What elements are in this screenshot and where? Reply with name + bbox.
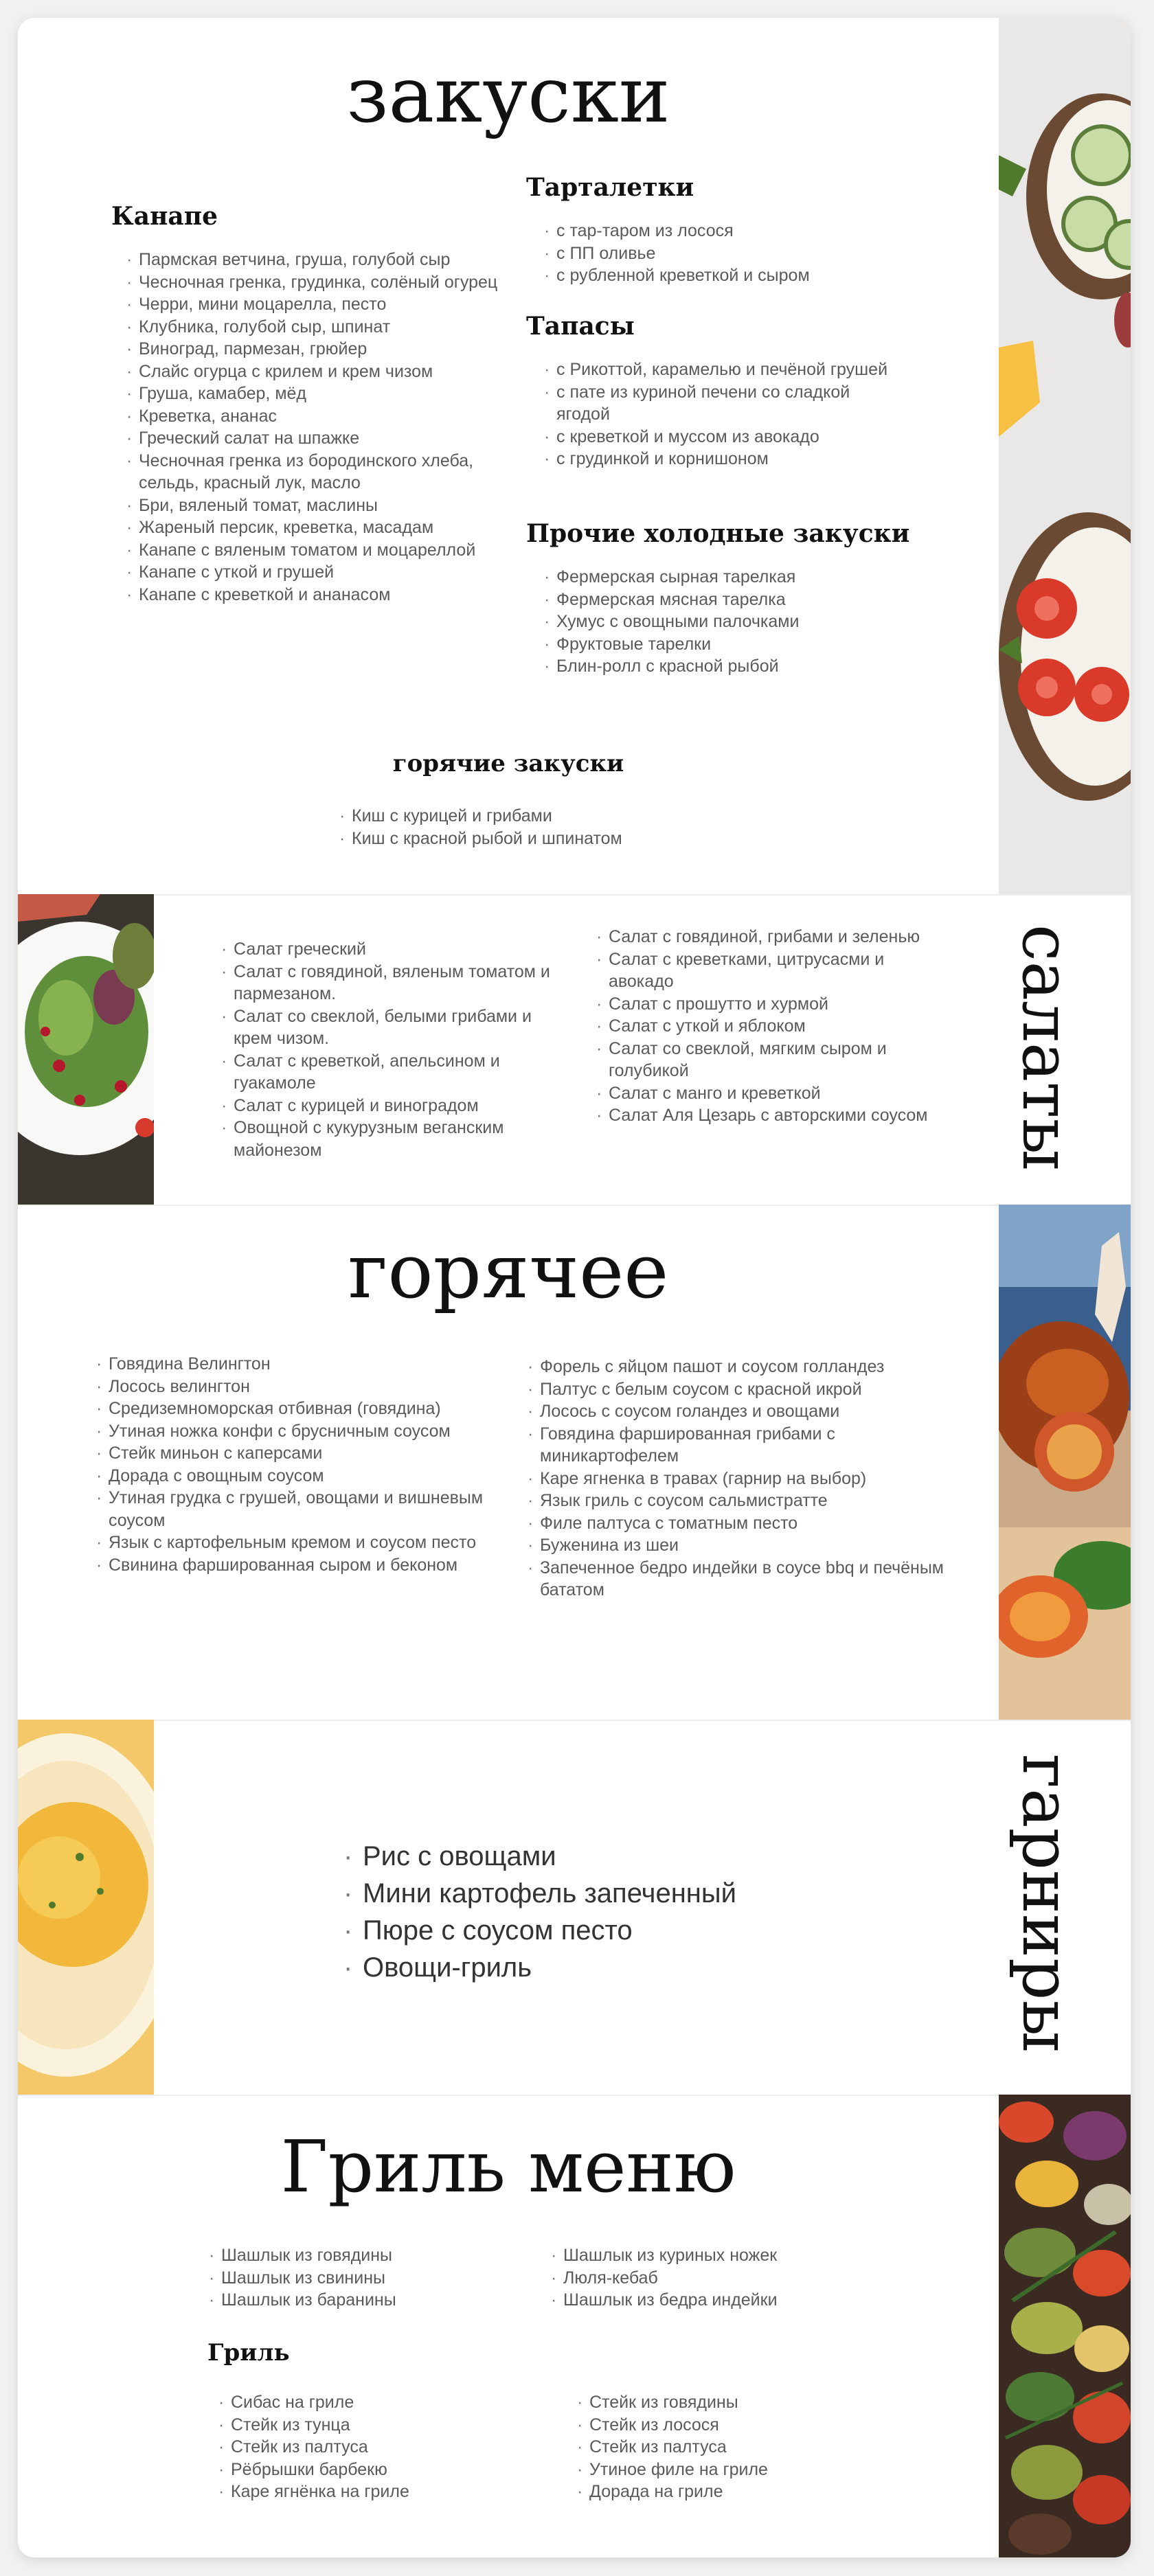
list-item: · Бри, вяленый томат, маслины [122,494,537,517]
tartaletki-heading: Тарталетки [526,173,694,202]
list-item: · Киш с курицей и грибами [335,805,747,828]
list-item: · Блин-ролл с красной рыбой [540,655,938,678]
salaty-col2 [592,926,949,1127]
shashlyk-col1 [205,2244,507,2312]
list-item: · Канапе с креветкой и ананасом [122,584,537,606]
list-item: · Салат с говядиной, грибами и зеленью [592,926,949,948]
list-item: · Средиземноморская отбивная (говядина) [92,1398,504,1420]
list-item: · Канапе с вяленым томатом и моцареллой [122,539,537,562]
list-item: · Буженина из шеи [523,1534,949,1557]
list-item: · Чесночная гренка, грудинка, солёный огурец [122,271,537,294]
zakuski-bruschetta-photo [999,18,1131,894]
list-item: · Салат с манго и креветкой [592,1082,949,1105]
grill-heading: Гриль [207,2339,290,2367]
list-item: · Греческий салат на шпажке [122,427,537,450]
menu-card [18,18,1131,2557]
list-item: · с тар-таром из лосося [540,220,938,242]
list-item: · Дорада на гриле [573,2481,875,2503]
list-item: · Чесночная гренка из бородинского хлеба, сельдь, красный лук, масло [122,450,537,494]
list-item: · Шашлык из говядины [205,2244,507,2267]
list-item: · Клубника, голубой сыр, шпинат [122,316,537,339]
goryachee-col2 [523,1356,949,1602]
list-item: · Утиное филе на гриле [573,2459,875,2481]
garniry-title: гарниры [1008,1754,1085,2053]
list-item: · Каре ягненка в травах (гарнир на выбор) [523,1468,949,1490]
list-item: · Креветка, ананас [122,405,537,428]
list-item: · Говядина Велингтон [92,1353,504,1376]
list-item: · Фруктовые тарелки [540,633,938,656]
kanape-heading: Канапе [111,202,218,231]
goryachie-zakuski-heading: горячие закуски [392,750,624,777]
list-item: · Шашлык из баранины [205,2289,507,2312]
goryachee-col1 [92,1353,504,1576]
list-item: · Салат с курицей и виноградом [217,1095,561,1117]
list-item: · Язык гриль с соусом сальмистратте [523,1490,949,1512]
list-item: · Филе палтуса с томатным песто [523,1512,949,1535]
list-item: · Салат с креветкой, апельсином и гуакамоле [217,1050,561,1095]
grilled-vegetables-photo [999,2095,1131,2557]
list-item: · Стейк из тунца [214,2414,517,2437]
list-item: · Пюре с соусом песто [338,1912,901,1949]
section-goryachee [18,1205,1131,1720]
list-item: · Салат Аля Цезарь с авторскими соусом [592,1104,949,1127]
puree-photo [18,1720,154,2095]
list-item: · Черри, мини моцарелла, песто [122,293,537,316]
list-item: · Киш с красной рыбой и шпинатом [335,828,747,850]
hot-dish-photo [999,1205,1131,1720]
tapasy-list [540,358,897,470]
list-item: · Рёбрышки барбекю [214,2459,517,2481]
list-item: · Салат с прошутто и хурмой [592,993,949,1016]
list-item: · Запеченное бедро индейки в соусе bbq и печёным бататом [523,1557,949,1602]
list-item: · Мини картофель запеченный [338,1875,901,1912]
list-item: · Фермерская сырная тарелкая [540,566,938,589]
prochie-list [540,566,938,678]
list-item: · Канапе с уткой и грушей [122,561,537,584]
section-zakuski [18,18,1131,894]
list-item: · Овощи-гриль [338,1949,901,1986]
zakuski-title: закуски [346,51,670,140]
list-item: · с креветкой и муссом из авокадо [540,426,897,448]
list-item: · Сибас на гриле [214,2391,517,2414]
tapasy-heading: Тапасы [526,312,635,341]
list-item: · Овощной с кукурузным веганским майонезом [217,1117,561,1161]
list-item: · Дорада с овощным соусом [92,1465,504,1488]
kanape-list [122,249,537,606]
list-item: · Рис с овощами [338,1838,901,1875]
list-item: · Фермерская мясная тарелка [540,589,938,611]
section-garniry [18,1720,1131,2095]
section-grill [18,2095,1131,2557]
goryachie-zakuski-list [335,805,747,850]
list-item: · Пармская ветчина, груша, голубой сыр [122,249,537,271]
list-item: · Утиная грудка с грушей, овощами и вишневым соусом [92,1487,504,1531]
list-item: · Утиная ножка конфи с брусничным соусом [92,1420,504,1443]
list-item: · с ПП оливье [540,242,938,265]
list-item: · Салат с уткой и яблоком [592,1015,949,1038]
list-item: · Палтус с белым соусом с красной икрой [523,1378,949,1401]
list-item: · Хумус с овощными палочками [540,611,938,633]
list-item: · Салат с креветками, цитрусасми и авокадо [592,948,949,993]
list-item: · Виноград, пармезан, грюйер [122,338,537,361]
goryachee-title: горячее [348,1227,669,1315]
list-item: · Форель с яйцом пашот и соусом голландез [523,1356,949,1378]
list-item: · Шашлык из свинины [205,2267,507,2290]
list-item: · Салат греческий [217,938,561,961]
section-salaty [18,894,1131,1205]
list-item: · Стейк миньон с каперсами [92,1442,504,1465]
list-item: · Стейк из палтуса [214,2436,517,2459]
list-item: · Свинина фаршированная сыром и беконом [92,1554,504,1577]
prochie-heading: Прочие холодные закуски [526,519,910,548]
list-item: · Говядина фаршированная грибами с миникартофелем [523,1423,949,1468]
list-item: · Салат с говядиной, вяленым томатом и пармезаном. [217,961,561,1005]
list-item: · с грудинкой и корнишоном [540,448,897,470]
list-item: · Слайс огурца с крилем и крем чизом [122,361,537,383]
list-item: · Салат со свеклой, белыми грибами и крем чизом. [217,1005,561,1050]
garniry-list [338,1838,901,1986]
salaty-col1 [217,938,561,1161]
list-item: · с Рикоттой, карамелью и печёной грушей [540,358,897,381]
list-item: · Язык с картофельным кремом и соусом песто [92,1531,504,1554]
list-item: · Салат со свеклой, мягким сыром и голубикой [592,1038,949,1082]
salaty-title: салаты [1008,924,1085,1171]
list-item: · с рубленной креветкой и сыром [540,264,938,287]
list-item: · Лосось велингтон [92,1376,504,1398]
list-item: · Стейк из лосося [573,2414,875,2437]
list-item: · с пате из куриной печени со сладкой ягодой [540,381,897,426]
list-item: · Шашлык из бедра индейки [547,2289,876,2312]
grill-title: Гриль меню [280,2125,736,2209]
grill-col2 [573,2391,875,2503]
list-item: · Стейк из говядины [573,2391,875,2414]
list-item: · Груша, камабер, мёд [122,383,537,405]
shashlyk-col2 [547,2244,876,2312]
list-item: · Лосось с соусом голандез и овощами [523,1400,949,1423]
list-item: · Люля-кебаб [547,2267,876,2290]
list-item: · Стейк из палтуса [573,2436,875,2459]
list-item: · Шашлык из куриных ножек [547,2244,876,2267]
salad-photo [18,894,154,1205]
list-item: · Жареный персик, креветка, масадам [122,516,537,539]
list-item: · Каре ягнёнка на гриле [214,2481,517,2503]
grill-col1 [214,2391,517,2503]
tartaletki-list [540,220,938,287]
